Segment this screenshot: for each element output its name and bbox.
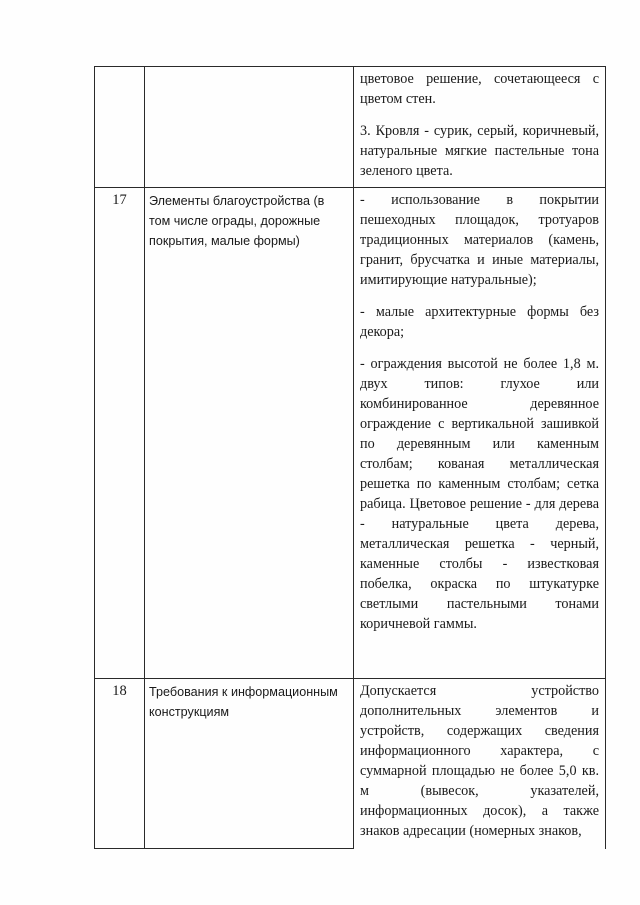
requirement-paragraph: цветовое решение, сочетающееся с цветом стен. [360,71,599,107]
row-number-cell [95,679,145,849]
row-requirements-cell [354,67,606,188]
table-row-17 [95,188,606,679]
row-name-cell [145,679,354,849]
row-name-cell [145,67,354,188]
row-name: Элементы благоустройства (в том числе ограды, дорожные покрытия, малые формы) [149,194,325,248]
requirement-paragraph: - ограждения высотой не более 1,8 м. двух типов: глухое или комбинированное деревянное ограждение с вертикальной зашивкой по деревянным или каменным столбам; кованая металлическая решетка по каменным столбам; сетка рабица. Цветовое решение - для дерева - натуральные цвета дерева, металлическая решетка - черный, каменные столбы - известковая побелка, окраска по штукатурке светлыми пастельными тонами коричневой гаммы. [360,356,599,632]
row-name: Требования к информационным конструкциям [149,685,338,719]
row-requirements-cell [354,188,606,679]
table-row-18 [95,679,606,849]
row-number-cell [95,67,145,188]
requirement-paragraph: 3. Кровля - сурик, серый, коричневый, натуральные мягкие пастельные тона зеленого цвета. [360,123,599,179]
row-number: 18 [112,683,127,699]
row-name-cell [145,188,354,679]
requirement-paragraph: - малые архитектурные формы без декора; [360,304,599,340]
table-row-continued [95,67,606,188]
requirements-table [94,66,606,849]
requirement-paragraph: Допускается устройство дополнительных элементов и устройств, содержащих сведения информационного характера, с суммарной площадью не более 5,0 кв. м (вывесок, указателей, информационных досок), а также знаков адресации (номерных знаков, [360,683,599,839]
row-requirements-cell [354,679,606,849]
requirement-paragraph: - использование в покрытии пешеходных площадок, тротуаров традиционных материалов (камень, гранит, брусчатка и иные материалы, имитирующие натуральные); [360,192,599,288]
row-number-cell [95,188,145,679]
row-number: 17 [112,192,127,208]
